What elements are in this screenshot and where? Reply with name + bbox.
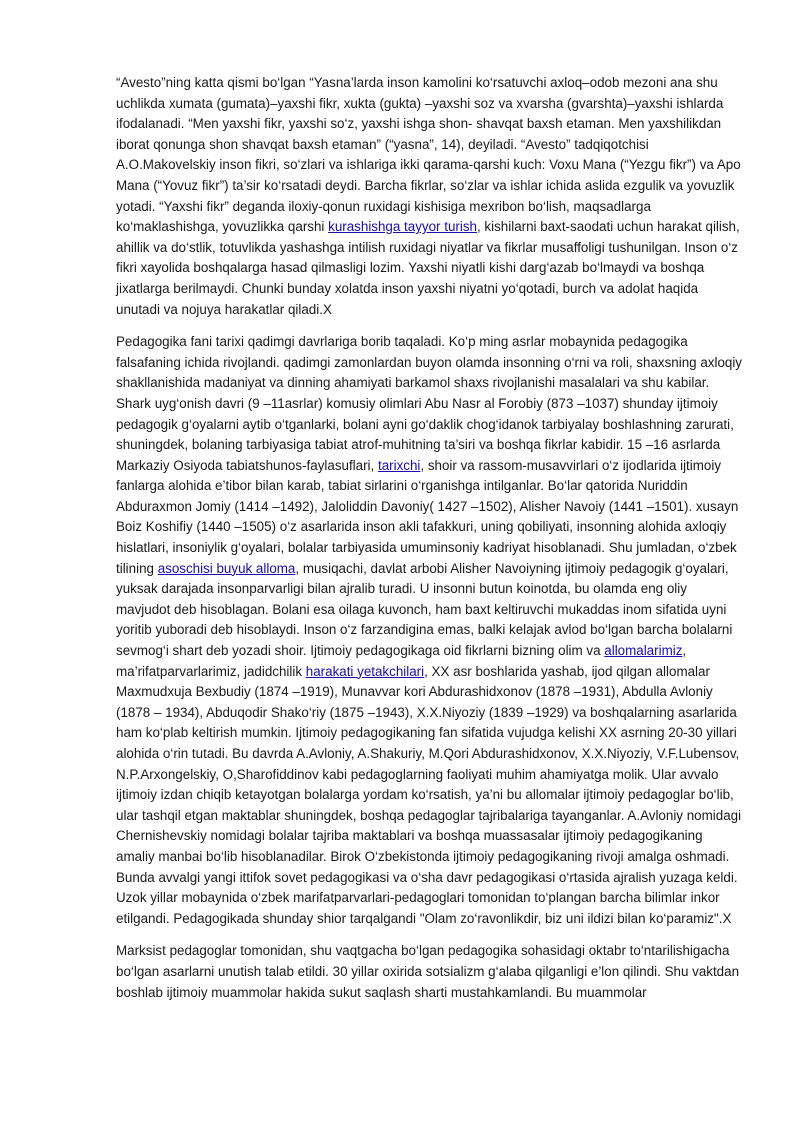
link-harakati-yetakchilari[interactable]: harakati yetakchilari <box>305 663 425 679</box>
link-asoschisi-buyuk-alloma[interactable]: asoschisi buyuk alloma <box>157 560 296 576</box>
paragraph-text: , XX asr boshlarida yashab, ijod qilgan allomalar Maxmudxuja Bexbudiy (1874 –1919), Munavvar kori Abdurashidxonov (1878 –1931), Abdulla Avloniy (1878 – 1934), Abduqodir Shako‘riy (1875 –1943), X.X.Niyoziy (1839 –1929) va boshqalarning asarlarida ham ko‘plab keltirish mumkin. Ijtimoiy pedagogikaning fan sifatida vujudga kelishi XX asrning 20-30 yillari alohida o‘rin tutadi. Bu davrda A.Avloniy, A.Shakuriy, M.Qori Abdurashidxonov, X.X.Niyoziy, V.F.Lubensov, N.P.Arxongelskiy, O,Sharofiddinov kabi pedagoglarning faoliyati muhim ahamiyatga molik. Ular avvalo ijtimoiy izdan chiqib ketayotgan bolalarga yordam ko‘rsatish, ya’ni bu allomalar ijtimoiy pedagoglar bo‘lib, ular tashqil etgan maktablar shuningdek, boshqa pedagoglar tajribalariga tayanganlar. A.Avloniy nomidagi Chernishevskiy nomidagi bolalar tajriba maktablari va boshqa muassasalar ijtimoiy pedagogikaning amaliy manbai bo‘lib hisoblanadilar. Birok O‘zbekistonda ijtimoiy pedagogikaning rivoji amalga oshmadi. Bunda avvalgi yangi ittifok sovet pedagogikasi va o‘sha davr pedagogikasi o‘rtasida ajralish yuzaga keldi. Uzok yillar mobaynida o‘zbek marifatparvarlari-pedagoglari tomonidan to‘plangan barcha bilimlar inkor etilgandi. Pedagogikada shunday shior tarqalgandi "Olam zo‘ravonlikdir, biz uni ildizi bilan ko‘paramiz".X <box>116 663 742 926</box>
link-tarixchi[interactable]: tarixchi <box>377 457 421 473</box>
link-kurashishga-tayyor-turish[interactable]: kurashishga tayyor turish <box>328 219 477 235</box>
paragraph-text: “Avesto”ning katta qismi bo‘lgan “Yasna’larda inson kamolini ko‘rsatuvchi axloq–odob mezoni ana shu uchlikda xumata (gumata)–yaxshi fikr, xukta (gukta) –yaxshi soz va xvarsha (gvarshta)–yaxshi ishlarda ifodalanadi. “Men yaxshi fikr, yaxshi so‘z, yaxshi ishga shon- shavqat baxsh etaman. Men yaxshilikdan iborat qonunga shon shavqat baxsh etaman” (“yasna”, 14), deyiladi. “Avesto” tadqiqotchisi A.O.Makovelskiy inson fikri, so‘zlari va ishlariga ikki qarama-qarshi kuch: Voxu Mana (“Yezgu fikr”) va Apo Mana (“Yovuz fikr”) ta’sir ko‘rsatadi deydi. Barcha fikrlar, so‘zlar va ishlar ichida aslida ezgulik va yovuzlik yotadi. “Yaxshi fikr” deganda iloxiy-qonun ruxidagi kishisiga mexribon bo‘lish, maqsadlarga ko‘maklashishga, yovuzlikka qarshi <box>116 75 741 235</box>
paragraph-text: Marksist pedagoglar tomonidan, shu vaqtgacha bo‘lgan pedagogika sohasidagi oktabr to‘ntarilishigacha bo‘lgan asarlarni unutish talab etildi. 30 yillar oxirida sotsializm g‘alaba qilganligi e’lon qilindi. Shu vaktdan boshlab ijtimoiy muammolar hakida sukut saqlash sharti mustahkamlandi. Bu muammolar <box>116 943 740 1000</box>
paragraph-text: Pedagogika fani tarixi qadimgi davrlariga borib taqaladi. Ko‘p ming asrlar mobaynida pedagogika falsafaning ichida rivojlandi. qadimgi zamonlardan buyon olamda insonning o‘rni va roli, shaxsning axloqiy shakllanishida madaniyat va dinning ahamiyati barkamol shaxs rivojlanishi masalalari va shu kabilar. Shark uyg‘onish davri (9 –11asrlar) komusiy olimlari Abu Nasr al Forobiy (873 –1037) shunday ijtimoiy pedagogik g‘oyalarni aytib o‘tganlarki, bolani ayni go‘daklik chog‘idanok tarbiyalay boshlashning zarurati, shuningdek, bolaning tarbiyasiga tabiat atrof-muhitning ta’siri va boshqa fikrlar kabidir. 15 –16 asrlarda Markaziy Osiyoda tabiatshunos-faylasuflari, <box>116 334 743 473</box>
paragraph-text: , ma’rifatparvarlarimiz, jadidchilik <box>116 643 687 679</box>
link-allomalarimiz[interactable]: allomalarimiz <box>604 643 683 659</box>
paragraph-text: , shoir va rassom-musavvirlari o‘z ijodlarida ijtimoiy fanlarga alohida e’tibor bilan karab, tabiat sirlarini o‘rganishga intilganlar. Bo‘lar qatorida Nuriddin Abduraxmon Jomiy (1414 –1492), Jaloliddin Davoniy( 1427 –1502), Alisher Navoiy (1441 –1501). xusayn Boiz Koshifiy (1440 –1505) o‘z asarlarida inson akli tafakkuri, uning qobiliyati, insonning alohida axloqiy hislatlari, insoniylik g‘oyalari, bolalar tarbiyasida umuminsoniy kadriyat hisoblanadi. Shu jumladan, o‘zbek tilining <box>116 457 739 576</box>
paragraph-text: , kishilarni baxt-saodati uchun harakat qilish, ahillik va do‘stlik, totuvlikda yashashga intilish ruxidagi niyatlar va fikrlar musaffoligi tushunilgan. Inson o‘z fikri xayolida boshqalarga hasad qilmasligi lozim. Yaxshi niyatli kishi darg‘azab bo‘lmaydi va boshqa jixatlarga berilmaydi. Chunki bunday xolatda inson yaxshi niyatni yo‘qotadi, burch va adolat haqida unutadi va nojuya harakatlar qiladi.X <box>116 219 740 317</box>
paragraph-text: , musiqachi, davlat arbobi Alisher Navoiyning ijtimoiy pedagogik g‘oyalari, yuksak darajada insonparvarligi bilan ajralib turadi. U insonni butun koinotda, bu olamda eng oliy mavjudot deb hisoblagan. Bolani esa oilaga kuvonch, ham baxt keltiruvchi mukaddas inom sifatida uyni yoritib yuboradi deb hisoblaydi. Inson o‘z farzandigina emas, balki kelajak avlod bo‘lgan barcha bolalarni sevmog‘i shart deb yozadi shoir. Ijtimoiy pedagogikaga oid fikrlarni bizning olim va <box>116 560 733 659</box>
paragraph-avesto <box>116 73 742 320</box>
paragraph-marksist-pedagoglar <box>116 941 742 1003</box>
paragraph-pedagogika-tarixi <box>116 332 742 929</box>
